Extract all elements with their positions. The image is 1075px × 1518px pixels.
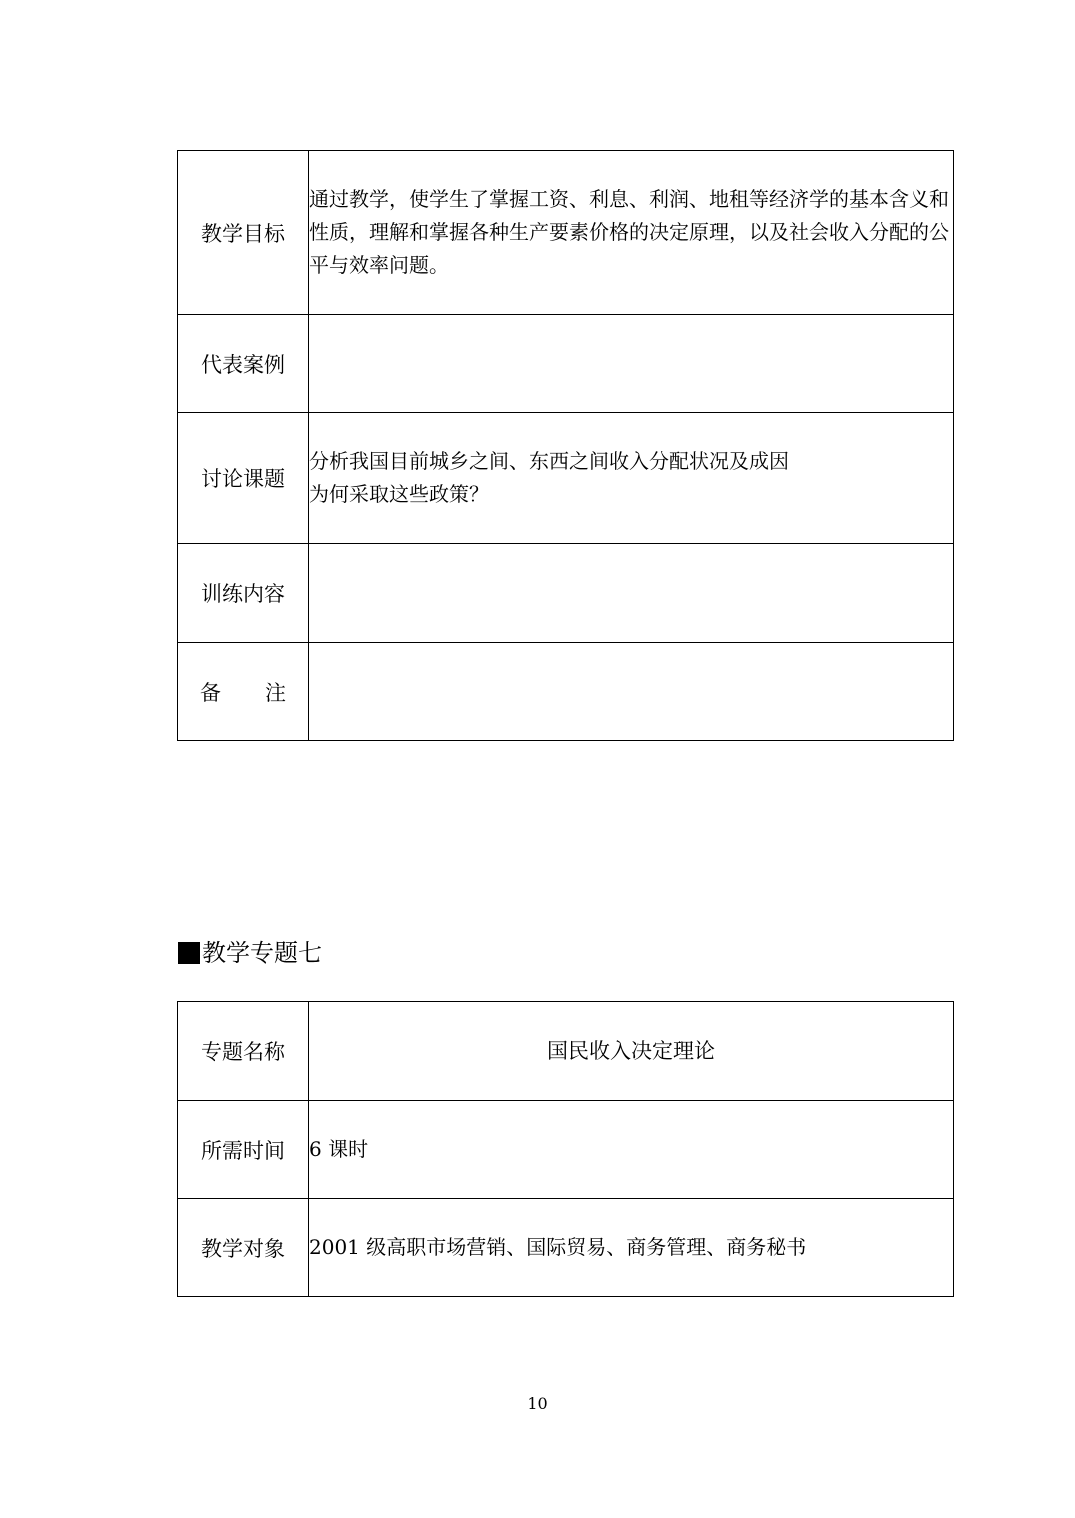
table-row	[178, 544, 954, 643]
discussion-line-1: 分析我国目前城乡之间、东西之间收入分配状况及成因	[309, 449, 789, 473]
table-row	[178, 1002, 954, 1101]
audience-value: 2001 级高职市场营销、国际贸易、商务管理、商务秘书	[309, 1199, 954, 1297]
discussion-content	[309, 413, 954, 544]
section-title: 教学专题七	[202, 939, 322, 967]
section-heading	[178, 936, 322, 970]
discussion-line-2: 为何采取这些政策？	[309, 482, 489, 506]
row-label-case: 代表案例	[178, 315, 309, 413]
table-row	[178, 1199, 954, 1297]
table-row	[178, 413, 954, 544]
row-label-topic-name: 专题名称	[178, 1002, 309, 1101]
table-row	[178, 151, 954, 315]
objective-text: 通过教学，使学生了掌握工资、利息、利润、地租等经济学的基本含义和性质，理解和掌握各种生产要素价格的决定原理，以及社会收入分配的公平与效率问题。	[309, 187, 949, 277]
row-label-remarks: 备 注	[200, 680, 286, 705]
table-row	[178, 1101, 954, 1199]
square-marker-icon	[178, 942, 200, 964]
training-content	[309, 544, 954, 643]
row-label-discussion: 讨论课题	[178, 413, 309, 544]
case-content	[309, 315, 954, 413]
table-row	[178, 643, 954, 741]
topic-info-table	[177, 1001, 954, 1297]
row-label-audience: 教学对象	[178, 1199, 309, 1297]
table-row	[178, 315, 954, 413]
page-number: 10	[527, 1394, 548, 1413]
row-label-time: 所需时间	[178, 1101, 309, 1199]
row-label-objective: 教学目标	[178, 151, 309, 315]
objective-content	[309, 151, 954, 315]
time-value: 6 课时	[309, 1101, 954, 1199]
remarks-content	[309, 643, 954, 741]
teaching-info-table	[177, 150, 954, 741]
row-label-remarks-cell	[178, 643, 309, 741]
topic-name-value: 国民收入决定理论	[309, 1002, 954, 1101]
row-label-training: 训练内容	[178, 544, 309, 643]
